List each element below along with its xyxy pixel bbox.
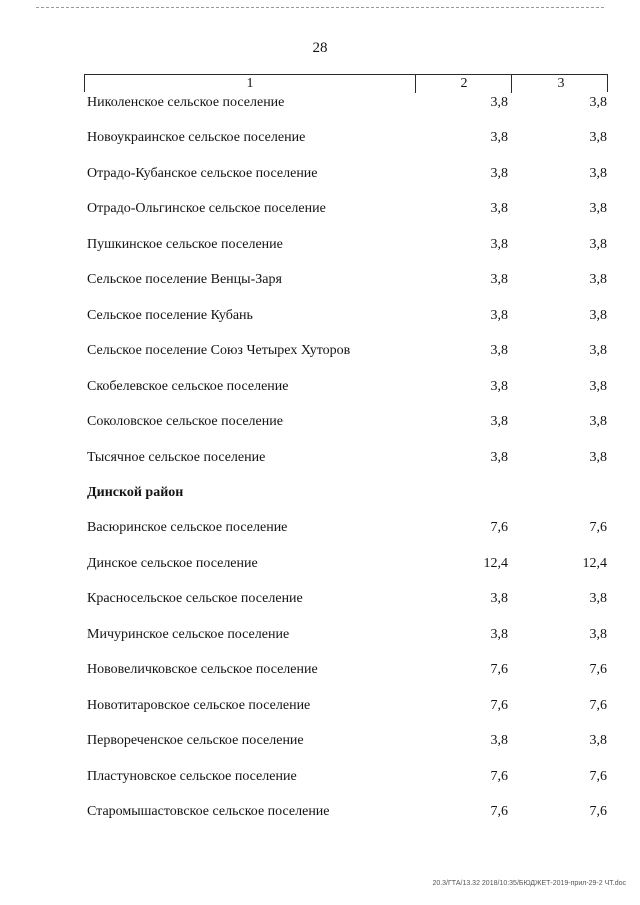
table-row [0,660,640,680]
settlement-name: Первореченское сельское поселение [87,733,304,748]
table-row [0,93,640,113]
settlement-name: Николенское сельское поселение [87,95,285,110]
value-col-2: 3,8 [490,308,508,323]
value-col-2: 3,8 [490,272,508,287]
settlement-name: Скобелевское сельское поселение [87,379,289,394]
value-col-3: 7,6 [589,769,607,784]
value-col-2: 7,6 [490,662,508,677]
settlement-name: Пластуновское сельское поселение [87,769,297,784]
table-row [0,767,640,787]
value-col-2: 3,8 [490,166,508,181]
value-col-3: 3,8 [589,343,607,358]
settlement-name: Васюринское сельское поселение [87,520,288,535]
table-row [0,199,640,219]
settlement-name: Сельское поселение Союз Четырех Хуторов [87,343,351,358]
table-header-col-1: 1 [246,76,254,91]
settlement-name: Мичуринское сельское поселение [87,627,290,642]
value-col-2: 7,6 [490,769,508,784]
value-col-3: 3,8 [589,201,607,216]
settlement-name: Новотитаровское сельское поселение [87,698,311,713]
value-col-3: 3,8 [589,166,607,181]
value-col-2: 12,4 [483,556,508,571]
value-col-3: 3,8 [589,733,607,748]
settlement-name: Отрадо-Ольгинское сельское поселение [87,201,326,216]
value-col-3: 3,8 [589,130,607,145]
value-col-3: 7,6 [589,662,607,677]
top-scan-rule [36,7,604,8]
value-col-2: 3,8 [490,130,508,145]
table-row [0,625,640,645]
group-title: Динской район [87,485,184,500]
value-col-3: 3,8 [589,414,607,429]
table-header [84,74,608,92]
table-header-col-3: 3 [511,75,610,93]
settlement-name: Новоукраинское сельское поселение [87,130,306,145]
table-row [0,448,640,468]
value-col-3: 7,6 [589,804,607,819]
settlement-name: Динское сельское поселение [87,556,258,571]
value-col-2: 3,8 [490,95,508,110]
value-col-2: 3,8 [490,733,508,748]
value-col-3: 3,8 [589,591,607,606]
value-col-2: 3,8 [490,379,508,394]
settlement-name: Соколовское сельское поселение [87,414,283,429]
settlement-name: Пушкинское сельское поселение [87,237,283,252]
table-row [0,802,640,822]
table-row [0,412,640,432]
value-col-3: 3,8 [589,237,607,252]
settlement-name: Красносельское сельское поселение [87,591,303,606]
value-col-2: 3,8 [490,414,508,429]
value-col-2: 3,8 [490,201,508,216]
value-col-3: 3,8 [589,450,607,465]
value-col-2: 7,6 [490,698,508,713]
value-col-3: 3,8 [589,308,607,323]
value-col-3: 3,8 [589,627,607,642]
value-col-2: 3,8 [490,343,508,358]
table-row [0,554,640,574]
value-col-3: 7,6 [589,520,607,535]
value-col-2: 3,8 [490,450,508,465]
settlement-name: Нововеличковское сельское поселение [87,662,318,677]
value-col-3: 3,8 [589,272,607,287]
settlement-name: Отрадо-Кубанское сельское поселение [87,166,318,181]
settlement-name: Сельское поселение Кубань [87,308,253,323]
settlement-name: Старомышастовское сельское поселение [87,804,330,819]
settlement-name: Тысячное сельское поселение [87,450,266,465]
value-col-3: 7,6 [589,698,607,713]
table-row [0,128,640,148]
table-row [0,306,640,326]
page-number: 28 [312,40,328,56]
table-row [0,731,640,751]
value-col-3: 3,8 [589,379,607,394]
table-row [0,377,640,397]
table-row [0,518,640,538]
table-row [0,164,640,184]
table-row [0,235,640,255]
value-col-2: 3,8 [490,591,508,606]
table-row [0,589,640,609]
table-row [0,270,640,290]
footer-filename: 20.3/ГТА/13.32 2018/10:35/БЮДЖЕТ-2019-прил-29-2 ЧТ.doc [432,880,626,887]
table-row [0,341,640,361]
group-header-row [0,483,640,503]
table-header-col-2: 2 [415,75,512,93]
value-col-3: 3,8 [589,95,607,110]
value-col-2: 7,6 [490,520,508,535]
value-col-2: 3,8 [490,627,508,642]
value-col-2: 3,8 [490,237,508,252]
settlement-name: Сельское поселение Венцы-Заря [87,272,282,287]
value-col-3: 12,4 [582,556,607,571]
value-col-2: 7,6 [490,804,508,819]
table-row [0,696,640,716]
